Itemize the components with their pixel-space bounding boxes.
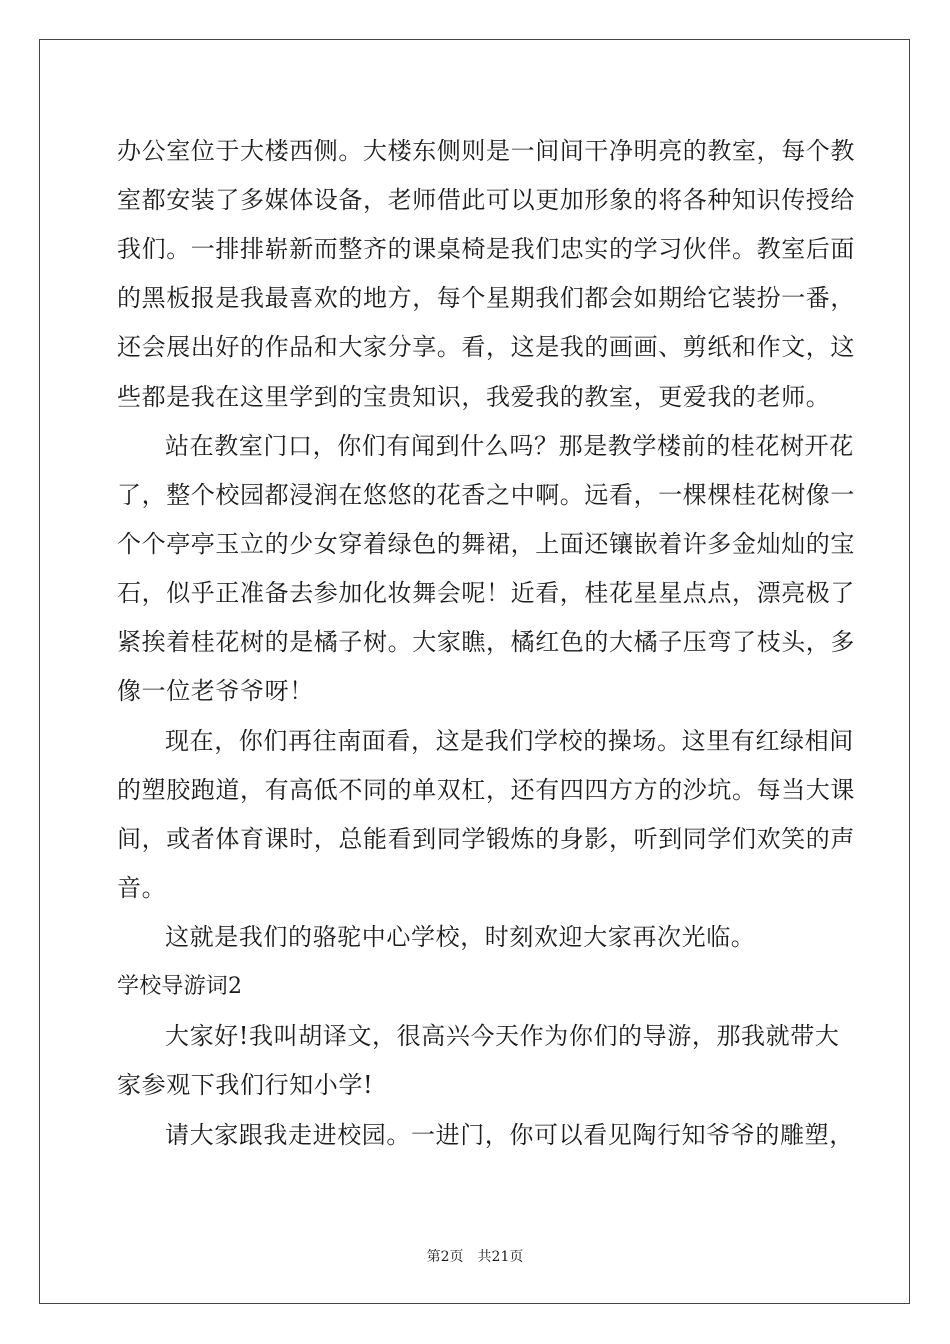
- body-text-line: 家参观下我们行知小学!: [117, 1071, 374, 1099]
- body-text-line: 的黑板报是我最喜欢的地方，每个星期我们都会如期给它装扮一番，: [117, 284, 855, 312]
- body-text-line: 间，或者体育课时，总能看到同学锻炼的身影，听到同学们欢笑的声: [117, 825, 855, 853]
- body-text-line: 紧挨着桂花树的是橘子树。大家瞧，橘红色的大橘子压弯了枝头，多: [117, 628, 855, 656]
- body-text-line: 些都是我在这里学到的宝贵知识，我爱我的教室，更爱我的老师。: [117, 383, 831, 411]
- paragraph-first-line: 现在，你们再往南面看，这是我们学校的操场。这里有红绿相间: [165, 727, 854, 755]
- body-text-line: 的塑胶跑道，有高低不同的单双杠，还有四四方方的沙坑。每当大课: [117, 776, 855, 804]
- body-text-line: 办公室位于大楼西侧。大楼东侧则是一间间干净明亮的教室，每个教: [117, 137, 855, 165]
- page-number-footer: 第2页 共21页: [426, 1249, 524, 1265]
- body-text-line: 个个亭亭玉立的少女穿着绿色的舞裙，上面还镶嵌着许多金灿灿的宝: [117, 530, 855, 558]
- body-text-line: 室都安装了多媒体设备，老师借此可以更加形象的将各种知识传授给: [117, 186, 855, 214]
- body-text-line: 我们。一排排崭新而整齐的课桌椅是我们忠实的学习伙伴。教室后面: [117, 235, 855, 263]
- body-text-line: 石，似乎正准备去参加化妆舞会呢！近看，桂花星星点点，漂亮极了: [117, 579, 855, 607]
- paragraph-first-line: 大家好!我叫胡译文，很高兴今天作为你们的导游，那我就带大: [165, 1022, 840, 1050]
- page-border: [39, 39, 910, 1304]
- body-text-line: 还会展出好的作品和大家分享。看，这是我的画画、剪纸和作文，这: [117, 333, 855, 361]
- body-text-line: 了，整个校园都浸润在悠悠的花香之中啊。远看，一棵棵桂花树像一: [117, 481, 855, 509]
- paragraph-first-line: 请大家跟我走进校园。一进门，你可以看见陶行知爷爷的雕塑，: [165, 1121, 854, 1149]
- section-heading: 学校导游词2: [117, 974, 243, 999]
- paragraph-first-line: 这就是我们的骆驼中心学校，时刻欢迎大家再次光临。: [165, 923, 756, 951]
- body-text-line: 音。: [117, 874, 167, 902]
- body-text-line: 像一位老爷爷呀！: [117, 677, 314, 705]
- paragraph-first-line: 站在教室门口，你们有闻到什么吗？那是教学楼前的桂花树开花: [165, 432, 854, 460]
